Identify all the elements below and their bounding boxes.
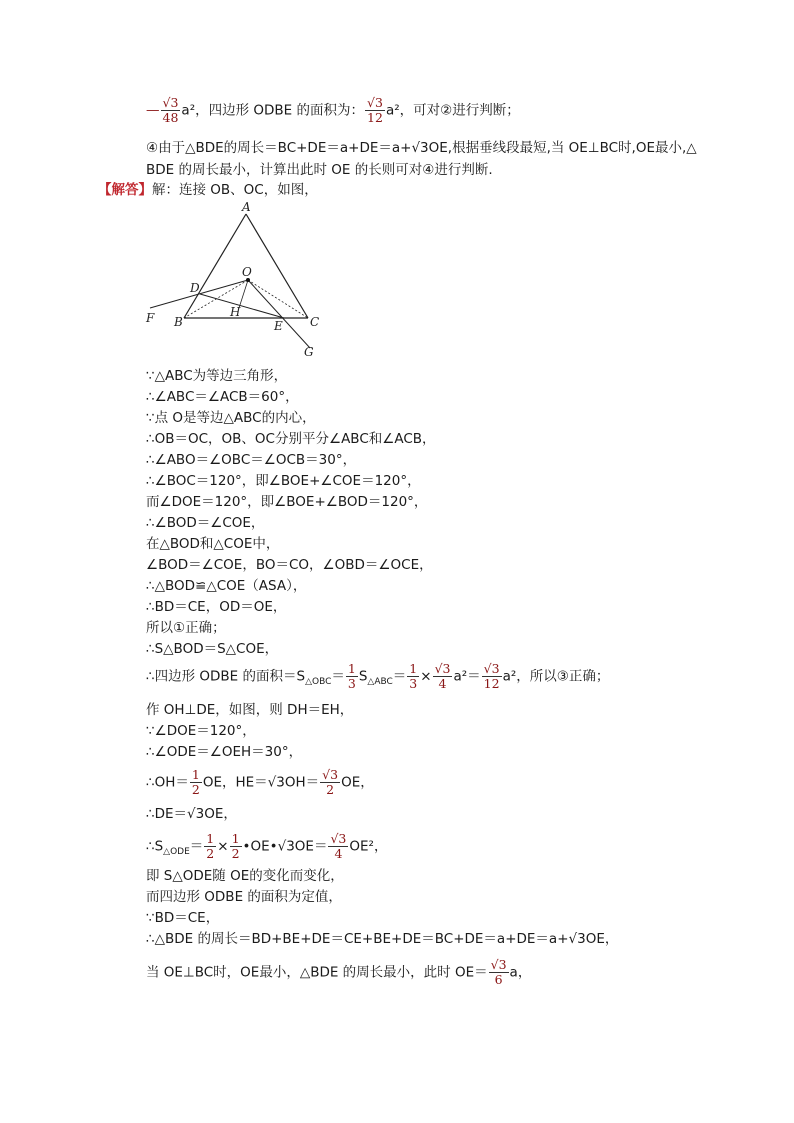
step-line: ∠BOD＝∠COE，BO＝CO，∠OBD＝∠OCE， (146, 557, 433, 573)
step-line: 而∠DOE＝120°，即∠BOE+∠BOD＝120°， (146, 494, 428, 510)
intro-line-1 (146, 96, 520, 125)
label-O: O (242, 265, 252, 279)
step-line: ∵△ABC为等边三角形， (146, 368, 288, 384)
intro-line-2: ④由于△BDE的周长＝BC+DE＝a+DE＝a+√3OE,根据垂线段最短,当 OE⊥BC时,OE最小,△ (146, 140, 697, 156)
fraction: $\frac{√3}{12}$ (367, 95, 383, 125)
fraction: $\frac{1}{2}$ (191, 767, 200, 797)
final-line: 当 OE⊥BC时，OE最小，△BDE 的周长最小，此时 OE＝ $\frac{√3}{6}$ a， (146, 957, 532, 987)
s-line: $\therefore S_{\triangle ODE}=$ $\frac{1}{2}$ × $\frac{1}{2}$ •OE•√3OE＝ $\frac{√3}{4}$ OE²， (146, 831, 388, 861)
oh-line: ∴OH＝ $\frac{1}{2}$ OE，HE＝√3OH＝ $\frac{√3}{2}$ OE， (146, 767, 374, 797)
fraction: $\frac{√3}{4}$ (434, 661, 451, 691)
step-line: ∴∠BOD＝∠COE， (146, 515, 265, 531)
step-line: ∴S△BOD＝S△COE， (146, 641, 279, 657)
answer-tag: 【解答】 (98, 182, 152, 198)
step-line: ∴∠ABC＝∠ACB＝60°， (146, 389, 299, 405)
step-line: 所以①正确； (146, 620, 226, 636)
fraction: $\frac{1}{3}$ (409, 661, 418, 691)
step-line: ∴∠ODE＝∠OEH＝30°， (146, 744, 303, 760)
step-line: ∴∠BOC＝120°，即∠BOE+∠COE＝120°， (146, 473, 421, 489)
step-line: 而四边形 ODBE 的面积为定值， (146, 889, 342, 905)
de-line: ∴DE＝√3OE， (146, 806, 237, 822)
label-H: H (230, 305, 241, 319)
fraction: $\frac{√3}{6}$ (490, 957, 507, 987)
label-A: A (242, 200, 251, 214)
step-line: 即 S△ODE随 OE的变化而变化， (146, 868, 344, 884)
fraction: $\frac{1}{3}$ (347, 661, 356, 691)
answer-lead: 解：连接 OB、OC，如图， (152, 182, 318, 198)
fraction: $\frac{√3}{2}$ (322, 767, 339, 797)
step-line: ∵点 O是等边△ABC的内心， (146, 410, 316, 426)
fraction: $\frac{1}{2}$ (206, 831, 215, 861)
step-line: ∴OB＝OC，OB、OC分别平分∠ABC和∠ACB， (146, 431, 436, 447)
intro-text: a²，四边形 ODBE 的面积为： (181, 102, 365, 119)
step-line: 在△BOD和△COE中， (146, 536, 280, 552)
answer-line (98, 180, 318, 200)
label-B: B (174, 315, 183, 329)
step-line: ∴△BOD≌△COE（ASA）， (146, 578, 307, 594)
label-C: C (310, 315, 320, 329)
geometry-figure (138, 200, 328, 360)
label-D: D (190, 281, 200, 295)
step-line: ∴∠ABO＝∠OBC＝∠OCB＝30°， (146, 452, 357, 468)
step-line: ∵∠DOE＝120°， (146, 723, 256, 739)
intro-text: a²，可对②进行判断； (385, 102, 520, 119)
fraction: $\frac{√3}{12}$ (483, 661, 500, 691)
fraction: $\frac{√3}{4}$ (330, 831, 347, 861)
area-line: ∴四边形 ODBE 的面积$=S_{\triangle OBC}=$ $\frac{1}{3}$ $S_{\triangle ABC}=$ $\frac{1}{3}$ × $\frac{√3}{4}$ a²＝ $\frac{√3}{12}$ a²，所以③正确； (146, 661, 610, 691)
intro-line-3: BDE 的周长最小，计算出此时 OE 的长则可对④进行判断. (146, 162, 493, 178)
step-line: ∴BD＝CE，OD＝OE， (146, 599, 287, 615)
label-F: F (146, 311, 155, 325)
label-E: E (274, 319, 283, 333)
fraction: $\frac{1}{2}$ (231, 831, 240, 861)
step-line: 作 OH⊥DE，如图，则 DH＝EH， (146, 702, 354, 718)
step-line: ∴△BDE 的周长＝BD+BE+DE＝CE+BE+DE＝BC+DE＝a+DE＝a+√3OE， (146, 931, 619, 947)
fraction: $\frac{√3}{48}$ (162, 95, 179, 125)
label-G: G (304, 345, 314, 359)
intro-dash: — (146, 102, 160, 119)
step-line: ∵BD＝CE， (146, 910, 220, 926)
